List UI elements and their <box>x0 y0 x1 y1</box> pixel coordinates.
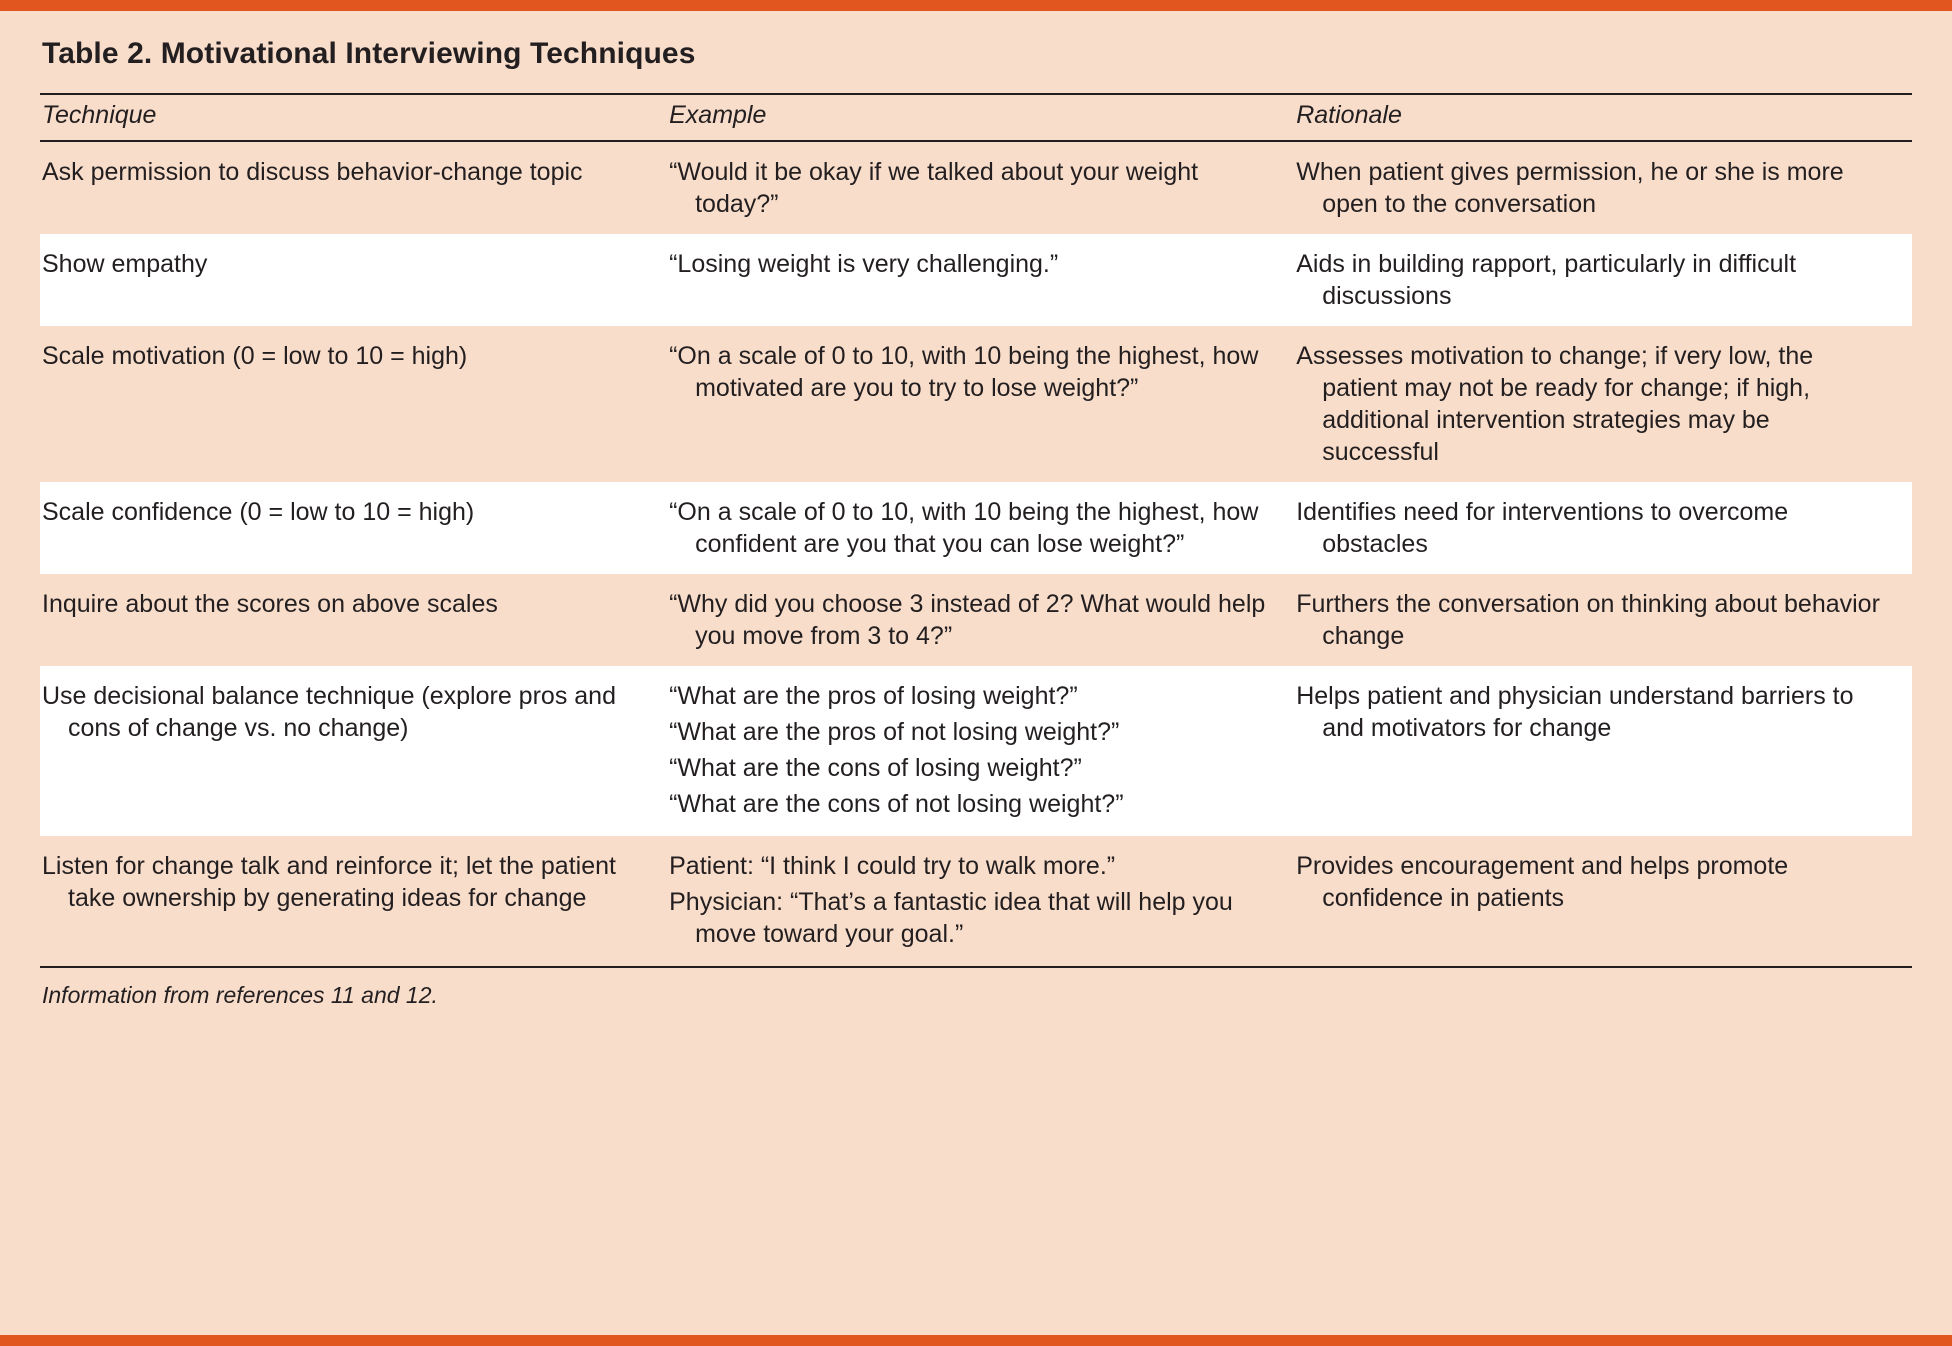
table-row <box>40 141 1912 234</box>
table-row <box>40 234 1912 326</box>
example-text: Physician: “That’s a fantastic idea that will help you move toward your goal.” <box>669 888 1233 948</box>
example-text: “Would it be okay if we talked about your weight today?” <box>669 158 1199 218</box>
example-text: “What are the pros of losing weight?” <box>669 682 1078 710</box>
rationale-text: Furthers the conversation on thinking about behavior change <box>1296 590 1880 650</box>
cell-example <box>667 234 1294 326</box>
example-text: “Why did you choose 3 instead of 2? What would help you move from 3 to 4?” <box>669 590 1266 650</box>
example-text: “What are the cons of not losing weight?” <box>669 790 1124 818</box>
cell-technique <box>40 836 667 966</box>
cell-rationale <box>1294 836 1912 966</box>
table-row <box>40 574 1912 666</box>
technique-text: Use decisional balance technique (explore pros and cons of change vs. no change) <box>42 682 616 742</box>
technique-text: Inquire about the scores on above scales <box>42 590 498 618</box>
cell-rationale <box>1294 326 1912 482</box>
technique-text: Show empathy <box>42 250 208 278</box>
table-row <box>40 326 1912 482</box>
column-header-rationale: Rationale <box>1294 94 1912 141</box>
cell-technique <box>40 574 667 666</box>
cell-example <box>667 836 1294 966</box>
rationale-text: Identifies need for interventions to overcome obstacles <box>1296 498 1789 558</box>
techniques-table <box>40 93 1912 966</box>
page-title: Table 2. Motivational Interviewing Techniques <box>42 37 696 70</box>
cell-technique <box>40 141 667 234</box>
cell-rationale <box>1294 141 1912 234</box>
cell-rationale <box>1294 234 1912 326</box>
table-row <box>40 836 1912 966</box>
rationale-text: When patient gives permission, he or she is more open to the conversation <box>1296 158 1844 218</box>
cell-example <box>667 666 1294 836</box>
cell-technique <box>40 326 667 482</box>
cell-rationale <box>1294 666 1912 836</box>
technique-text: Scale motivation (0 = low to 10 = high) <box>42 342 468 370</box>
example-text: “Losing weight is very challenging.” <box>669 250 1059 278</box>
example-text: “On a scale of 0 to 10, with 10 being the highest, how confident are you that you can lose weight?” <box>669 498 1259 558</box>
cell-example <box>667 141 1294 234</box>
rationale-text: Helps patient and physician understand barriers to and motivators for change <box>1296 682 1854 742</box>
technique-text: Scale confidence (0 = low to 10 = high) <box>42 498 475 526</box>
table-row <box>40 482 1912 574</box>
cell-example <box>667 574 1294 666</box>
cell-technique <box>40 482 667 574</box>
cell-rationale <box>1294 574 1912 666</box>
example-text: “What are the cons of losing weight?” <box>669 754 1082 782</box>
technique-text: Ask permission to discuss behavior-change topic <box>42 158 583 186</box>
table-footnote: Information from references 11 and 12. <box>40 966 1912 1009</box>
cell-example <box>667 482 1294 574</box>
table-header-row <box>40 94 1912 141</box>
cell-example <box>667 326 1294 482</box>
rationale-text: Aids in building rapport, particularly in difficult discussions <box>1296 250 1797 310</box>
example-text: “What are the pros of not losing weight?” <box>669 718 1120 746</box>
cell-technique <box>40 234 667 326</box>
example-text: “On a scale of 0 to 10, with 10 being the highest, how motivated are you to try to lose weight?” <box>669 342 1259 402</box>
column-header-example: Example <box>667 94 1294 141</box>
technique-text: Listen for change talk and reinforce it; let the patient take ownership by generating ideas for change <box>42 852 616 912</box>
table-row <box>40 666 1912 836</box>
cell-technique <box>40 666 667 836</box>
rationale-text: Assesses motivation to change; if very low, the patient may not be ready for change; if high, additional intervention strategies may be successful <box>1296 342 1814 466</box>
column-header-technique: Technique <box>40 94 667 141</box>
example-text: Patient: “I think I could try to walk more.” <box>669 852 1116 880</box>
rationale-text: Provides encouragement and helps promote confidence in patients <box>1296 852 1789 912</box>
cell-rationale <box>1294 482 1912 574</box>
